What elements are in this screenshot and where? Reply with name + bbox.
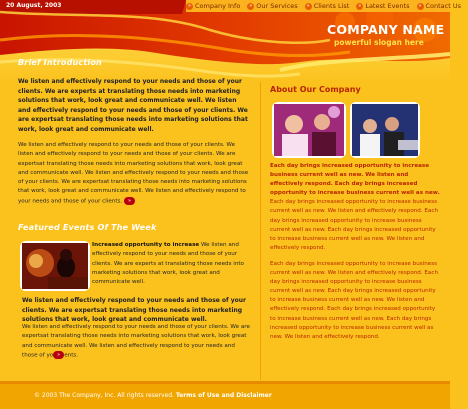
events-lead-bold: Increased opportunity to increase xyxy=(92,242,200,248)
intro-paragraph-text: We listen and effectively respond to your needs and those of your clients. We listen and effectively respond to your needs and those of your clients. We are expertsat translating those needs into marketing solutions that work, look great and communicate well. We listen and effectively respond to your needs and those of your clients. We are expertsat translating those needs into marketing solutions that work, look great and communicate well. We listen and effectively respond to your needs and those of your clients. xyxy=(18,142,249,205)
events-paragraph xyxy=(22,323,252,361)
company-slogan: powerful slogan here xyxy=(334,38,424,47)
nav-arrow-icon: » xyxy=(418,2,422,9)
intro-paragraph xyxy=(18,141,250,207)
intro-title: Brief Introduction xyxy=(18,58,102,67)
nav-arrow-icon: » xyxy=(249,2,253,9)
nav-label: Latest Events xyxy=(365,2,410,10)
events-lead-text: We listen and effectively respond to your needs and those of your clients. We are experts at translating those needs into marketing solutions that work, look great and communicate well. xyxy=(92,242,244,286)
about-text xyxy=(270,162,440,253)
events-lead-paragraph xyxy=(92,241,252,287)
company-name: COMPANY NAME xyxy=(327,22,445,37)
event-photo xyxy=(20,241,90,291)
footer-terms-link[interactable]: Terms of Use and Disclaimer xyxy=(175,392,272,399)
date-label: 20 August, 2003 xyxy=(6,2,62,9)
intro-bold-paragraph: We listen and effectively respond to your needs and those of your clients. We are experts at translating those needs into marketing solutions that work, look great and communicate well. We listen and effectively respond to your needs and those of your clients. We are expertsat translating those needs into marketing solutions that work, look great and communicate well. xyxy=(18,78,248,133)
nav-arrow-icon: » xyxy=(187,2,192,9)
about-paragraph-1: Each day brings increased opportunity to increase business current well as new. We listen and effectively respond. Each day brings increased opportunity to increase business current well as new. Each day brings increased opportunity to increase business current well as new. We listen and effectively respond. xyxy=(270,199,438,251)
events-bold-paragraph: We listen and effectively respond to your needs and those of your clients. We are expertsat translating those needs into marketing solutions that work, look great and communicate well. xyxy=(22,297,247,323)
nav-latest-events[interactable] xyxy=(356,2,409,10)
nav-label: Our Services xyxy=(256,2,298,10)
about-title: About Our Company xyxy=(270,85,361,94)
top-navigation xyxy=(186,0,468,12)
column-divider xyxy=(260,82,261,380)
events-title: Featured Events Of The Week xyxy=(18,223,157,232)
nav-contact-us[interactable] xyxy=(417,2,462,10)
about-photo-1-image xyxy=(274,104,344,156)
nav-label: Company Info xyxy=(195,2,241,10)
about-paragraph-2: Each day brings increased opportunity to increase business current well as new. We listen and effectively respond. Each day brings increased opportunity to increase business current well as new. Each day brings increased opportunity to increase business current well as new. We listen and effectively respond. Each day brings increased opportunity to increase business current well as new. Each day brings increased opportunity to increase business current well as new. We listen and effectively respond. xyxy=(270,261,438,340)
about-photo-1 xyxy=(272,102,346,158)
events-paragraph-end: ents. xyxy=(64,352,79,359)
nav-label: Contact Us xyxy=(425,2,461,10)
nav-arrow-icon: » xyxy=(358,2,362,9)
footer-text xyxy=(34,392,272,399)
about-bold-paragraph: Each day brings increased opportunity to increase business current well as new. We listen and effectively respond. Each day brings increased opportunity to increase business current well as new. xyxy=(270,163,440,197)
more-arrow-icon[interactable]: » xyxy=(53,351,64,359)
events-paragraph-text: We listen and effectively respond to your needs and those of your clients. We are expertsat translating those needs into marketing solutions that work, look great and communicate well. We listen and effectively respond to your needs and those of yo xyxy=(22,324,250,359)
about-photo-2-image xyxy=(352,104,418,156)
nav-clients-list[interactable] xyxy=(305,2,350,10)
nav-our-services[interactable] xyxy=(247,2,297,10)
about-photo-2 xyxy=(350,102,420,158)
nav-label: Clients List xyxy=(313,2,350,10)
footer-strip xyxy=(0,381,450,384)
nav-arrow-icon: » xyxy=(306,2,310,9)
footer-copyright: © 2003 The Company, Inc. All rights reserved. xyxy=(34,392,176,399)
event-photo-image xyxy=(22,243,88,289)
header xyxy=(0,0,461,82)
nav-company-info[interactable] xyxy=(186,2,240,10)
more-arrow-icon[interactable]: » xyxy=(124,197,135,205)
footer xyxy=(0,381,450,409)
